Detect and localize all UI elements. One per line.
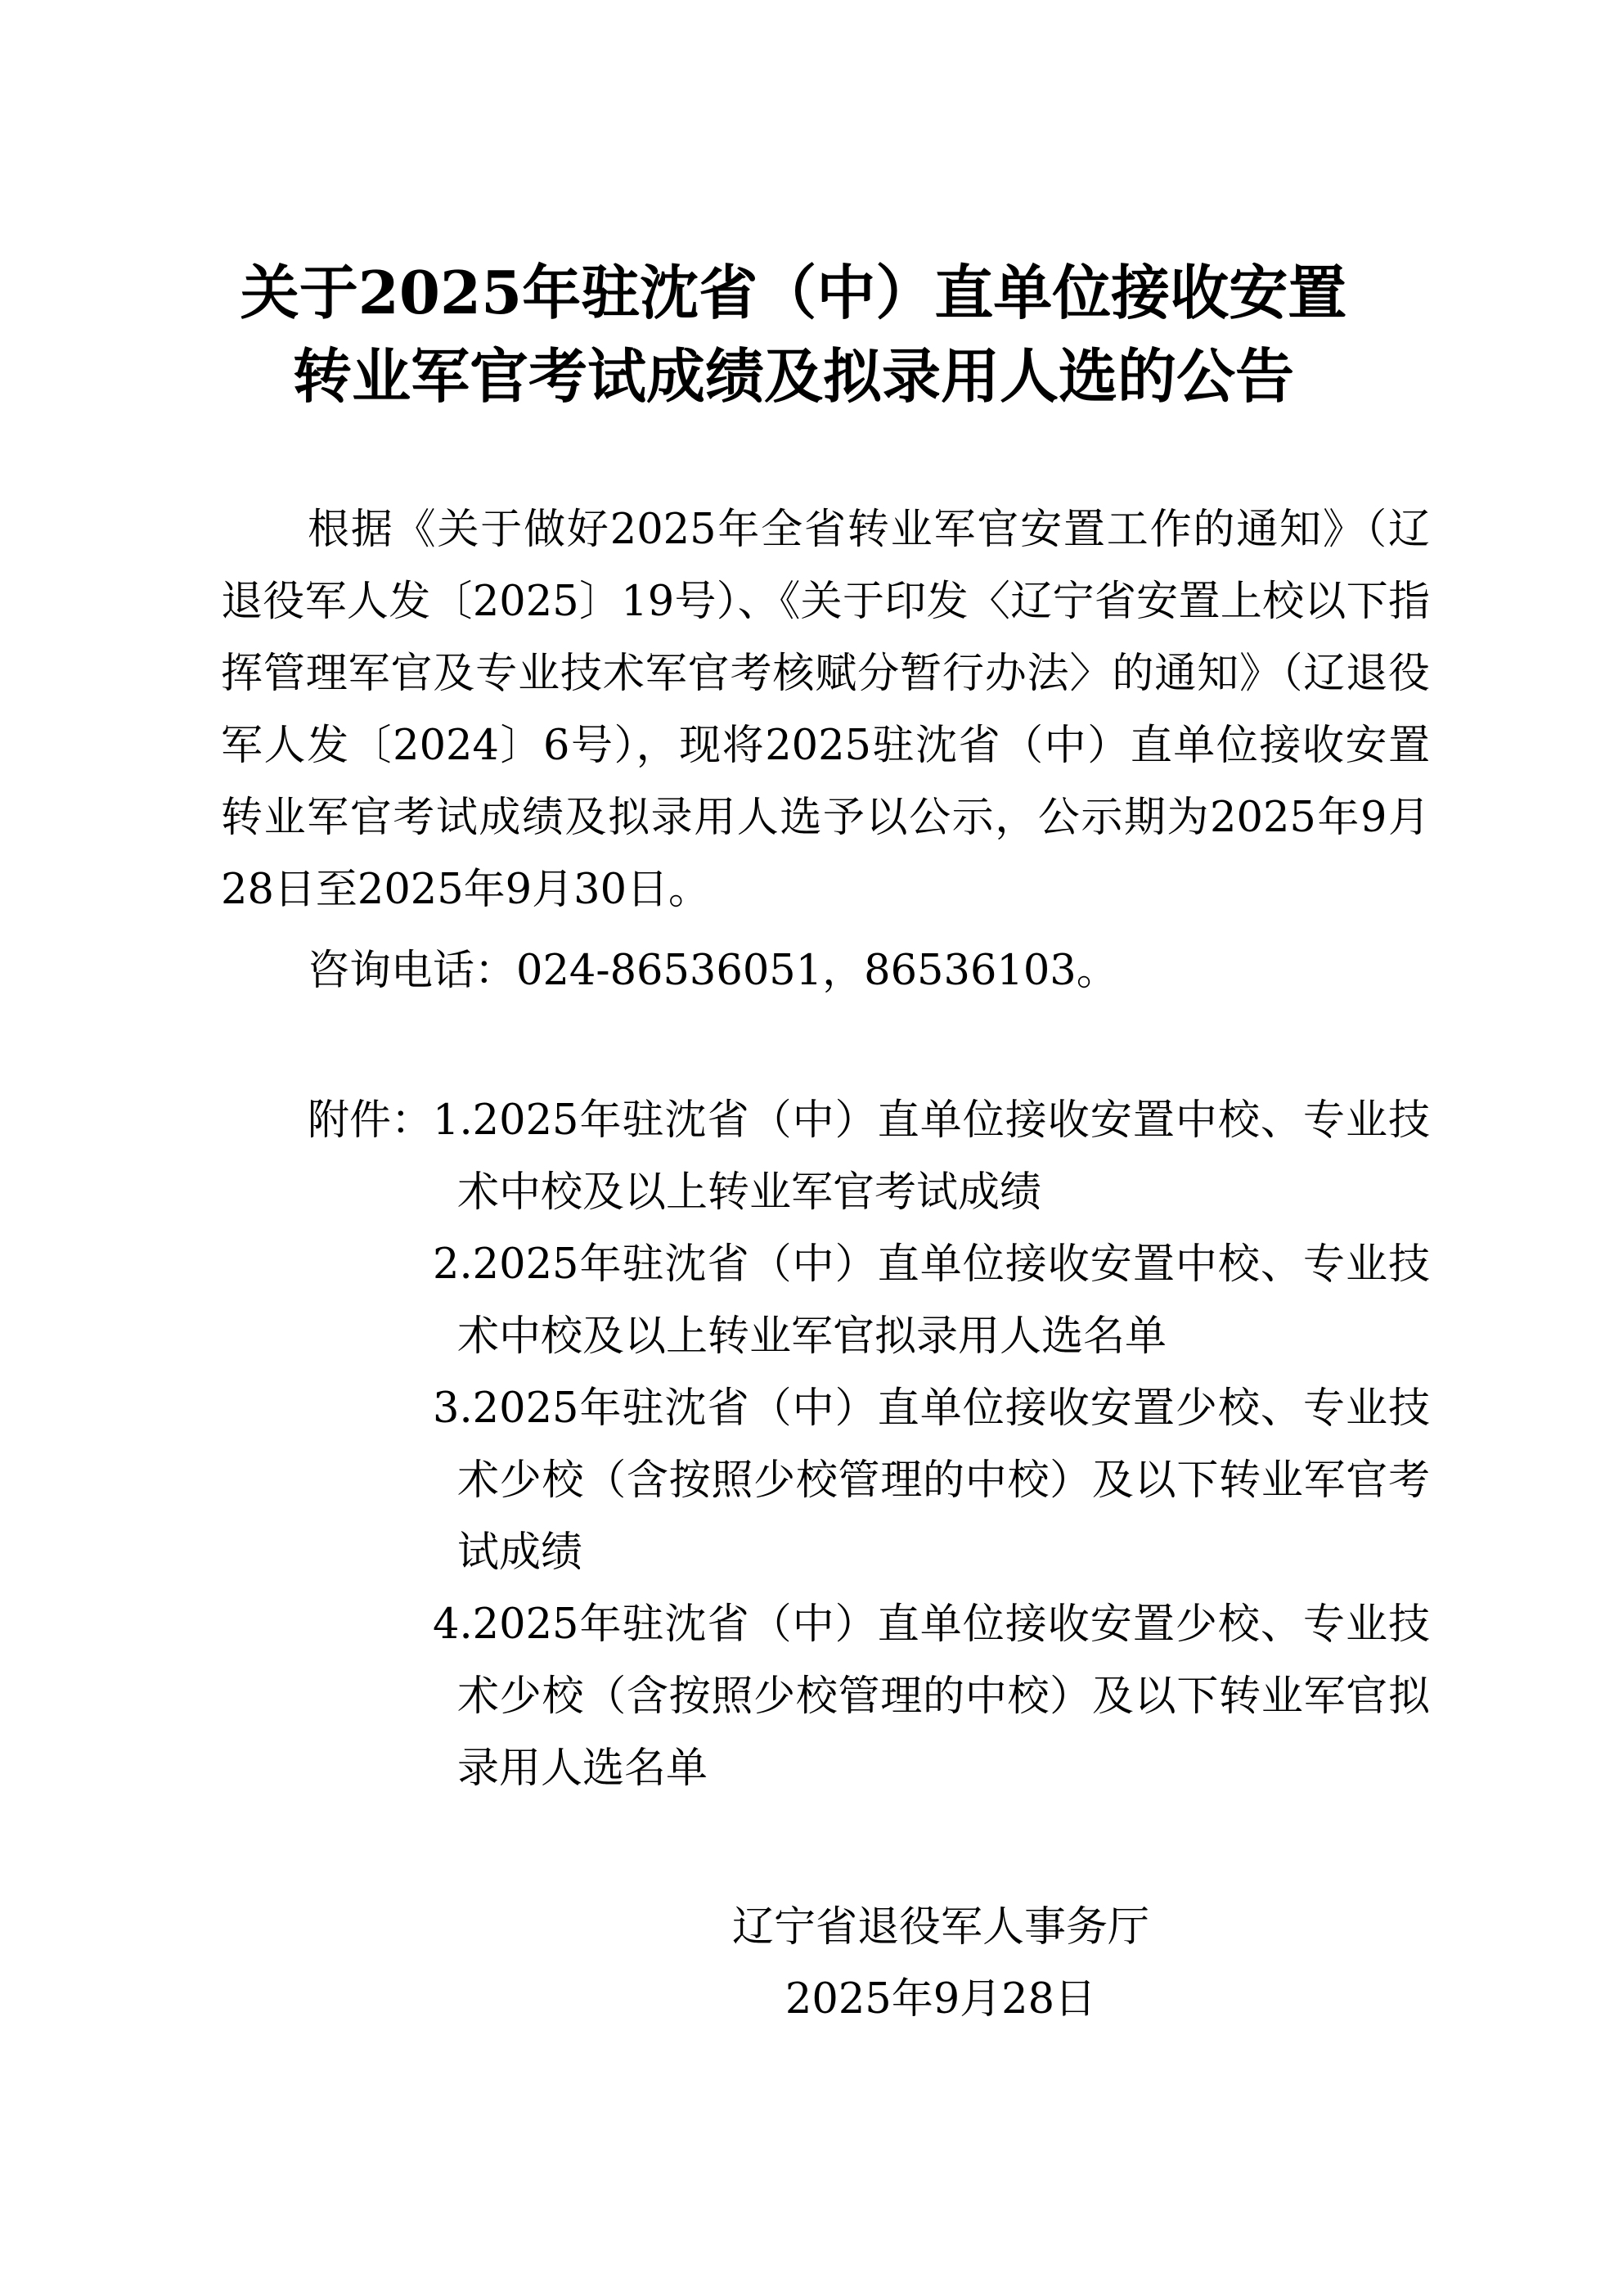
title-line-2: 转业军官考试成绩及拟录用人选的公告 <box>292 341 1294 411</box>
issue-date: 2025年9月28日 <box>785 1975 1097 2024</box>
attachment-item: 2.2025年驻沈省（中）直单位接收安置中校、专业技术中校及以上转业军官拟录用人选名单 <box>433 1240 1430 1361</box>
issuer-name: 辽宁省退役军人事务厅 <box>731 1903 1149 1952</box>
attachment-item: 4.2025年驻沈省（中）直单位接收安置少校、专业技术少校（含按照少校管理的中校）及以下转业军官拟录用人选名单 <box>433 1600 1430 1793</box>
attachment-item: 1.2025年驻沈省（中）直单位接收安置中校、专业技术中校及以上转业军官考试成绩 <box>433 1096 1430 1217</box>
consult-phone: 咨询电话：024-86536051，86536103。 <box>308 947 1118 995</box>
attachments-section <box>308 1085 1430 1805</box>
attachment-item: 3.2025年驻沈省（中）直单位接收安置少校、专业技术少校（含按照少校管理的中校）及以下转业军官考试成绩 <box>433 1384 1430 1577</box>
body-paragraph: 根据《关于做好2025年全省转业军官安置工作的通知》（辽退役军人发〔2025〕19号）、《关于印发〈辽宁省安置上校以下指挥管理军官及专业技术军官考核赋分暂行办法〉的通知》（辽退役军人发〔2024〕6号），现将2025驻沈省（中）直单位接收安置转业军官考试成绩及拟录用人选予以公示，公示期为2025年9月28日至2025年9月30日。 <box>221 506 1430 914</box>
attachments-list <box>433 1085 1430 1805</box>
attachments-label: 附件： <box>308 1096 434 1145</box>
title-line-1: 关于2025年驻沈省（中）直单位接收安置 <box>240 258 1347 327</box>
